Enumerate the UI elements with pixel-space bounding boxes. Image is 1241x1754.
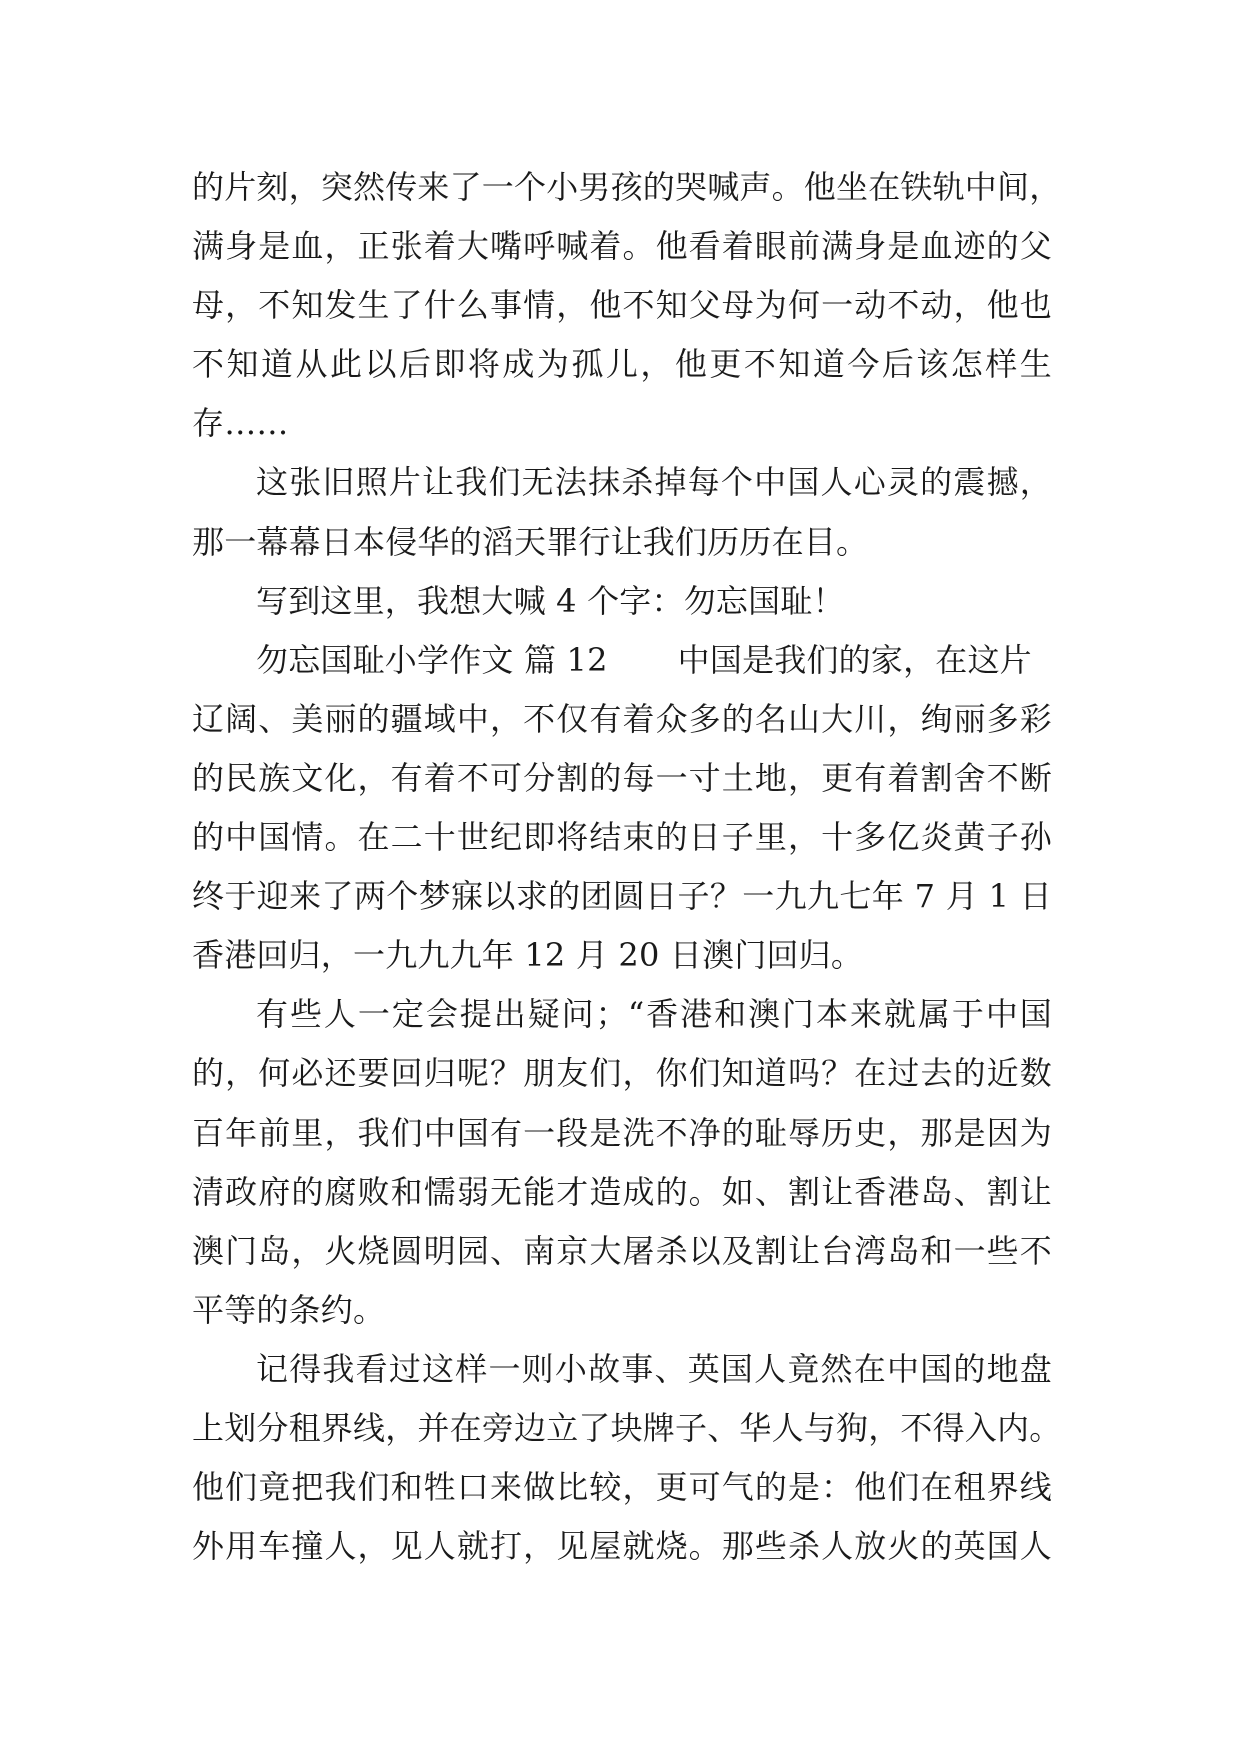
- text-line: 上划分租界线，并在旁边立了块牌子、华人与狗，不得入内。: [192, 1408, 1062, 1447]
- text-line: 母，不知发生了什么事情，他不知父母为何一动不动，他也: [192, 286, 1052, 325]
- section-heading-line: [192, 631, 1052, 690]
- paragraph-start-line: 记得我看过这样一则小故事、英国人竟然在中国的地盘: [256, 1349, 1052, 1388]
- body-text: [192, 158, 1062, 1576]
- text-line: 百年前里，我们中国有一段是洗不净的耻辱历史，那是因为: [192, 1113, 1052, 1152]
- text-line: 清政府的腐败和懦弱无能才造成的。如、割让香港岛、割让: [192, 1172, 1052, 1211]
- text-line: 那一幕幕日本侵华的滔天罪行让我们历历在目。: [192, 522, 869, 561]
- text-line: 平等的条约。: [192, 1290, 386, 1329]
- text-line: 澳门岛，火烧圆明园、南京大屠杀以及割让台湾岛和一些不: [192, 1231, 1052, 1270]
- text-line: 他们竟把我们和牲口来做比较，更可气的是：他们在租界线: [192, 1468, 1052, 1507]
- heading-trailing-text: 中国是我们的家，在这片: [677, 640, 1032, 679]
- paragraph-start-line: 有些人一定会提出疑问；“香港和澳门本来就属于中国: [256, 995, 1052, 1034]
- text-line: 的民族文化，有着不可分割的每一寸土地，更有着割舍不断: [192, 758, 1052, 797]
- text-line: 的中国情。在二十世纪即将结束的日子里，十多亿炎黄子孙: [192, 818, 1052, 857]
- paragraph-start-line: 写到这里，我想大喊 4 个字：勿忘国耻！: [256, 581, 845, 620]
- text-line: 外用车撞人，见人就打，见屋就烧。那些杀人放火的英国人: [192, 1527, 1052, 1566]
- text-line: 终于迎来了两个梦寐以求的团圆日子？一九九七年 7 月 1 日: [192, 877, 1052, 916]
- paragraph-start-line: 这张旧照片让我们无法抹杀掉每个中国人心灵的震撼，: [256, 463, 1052, 502]
- text-line: 的，何必还要回归呢？朋友们，你们知道吗？在过去的近数: [192, 1054, 1052, 1093]
- text-line: 香港回归，一九九九年 12 月 20 日澳门回归。: [192, 936, 864, 975]
- text-line: 不知道从此以后即将成为孤儿，他更不知道今后该怎样生: [192, 345, 1052, 384]
- section-heading: 勿忘国耻小学作文 篇 12: [256, 640, 608, 679]
- text-line: 的片刻，突然传来了一个小男孩的哭喊声。他坐在铁轨中间，: [192, 168, 1062, 206]
- text-line: 满身是血，正张着大嘴呼喊着。他看着眼前满身是血迹的父: [192, 227, 1052, 266]
- text-line: 辽阔、美丽的疆域中，不仅有着众多的名山大川，绚丽多彩: [192, 699, 1052, 738]
- text-line: 存……: [192, 404, 289, 443]
